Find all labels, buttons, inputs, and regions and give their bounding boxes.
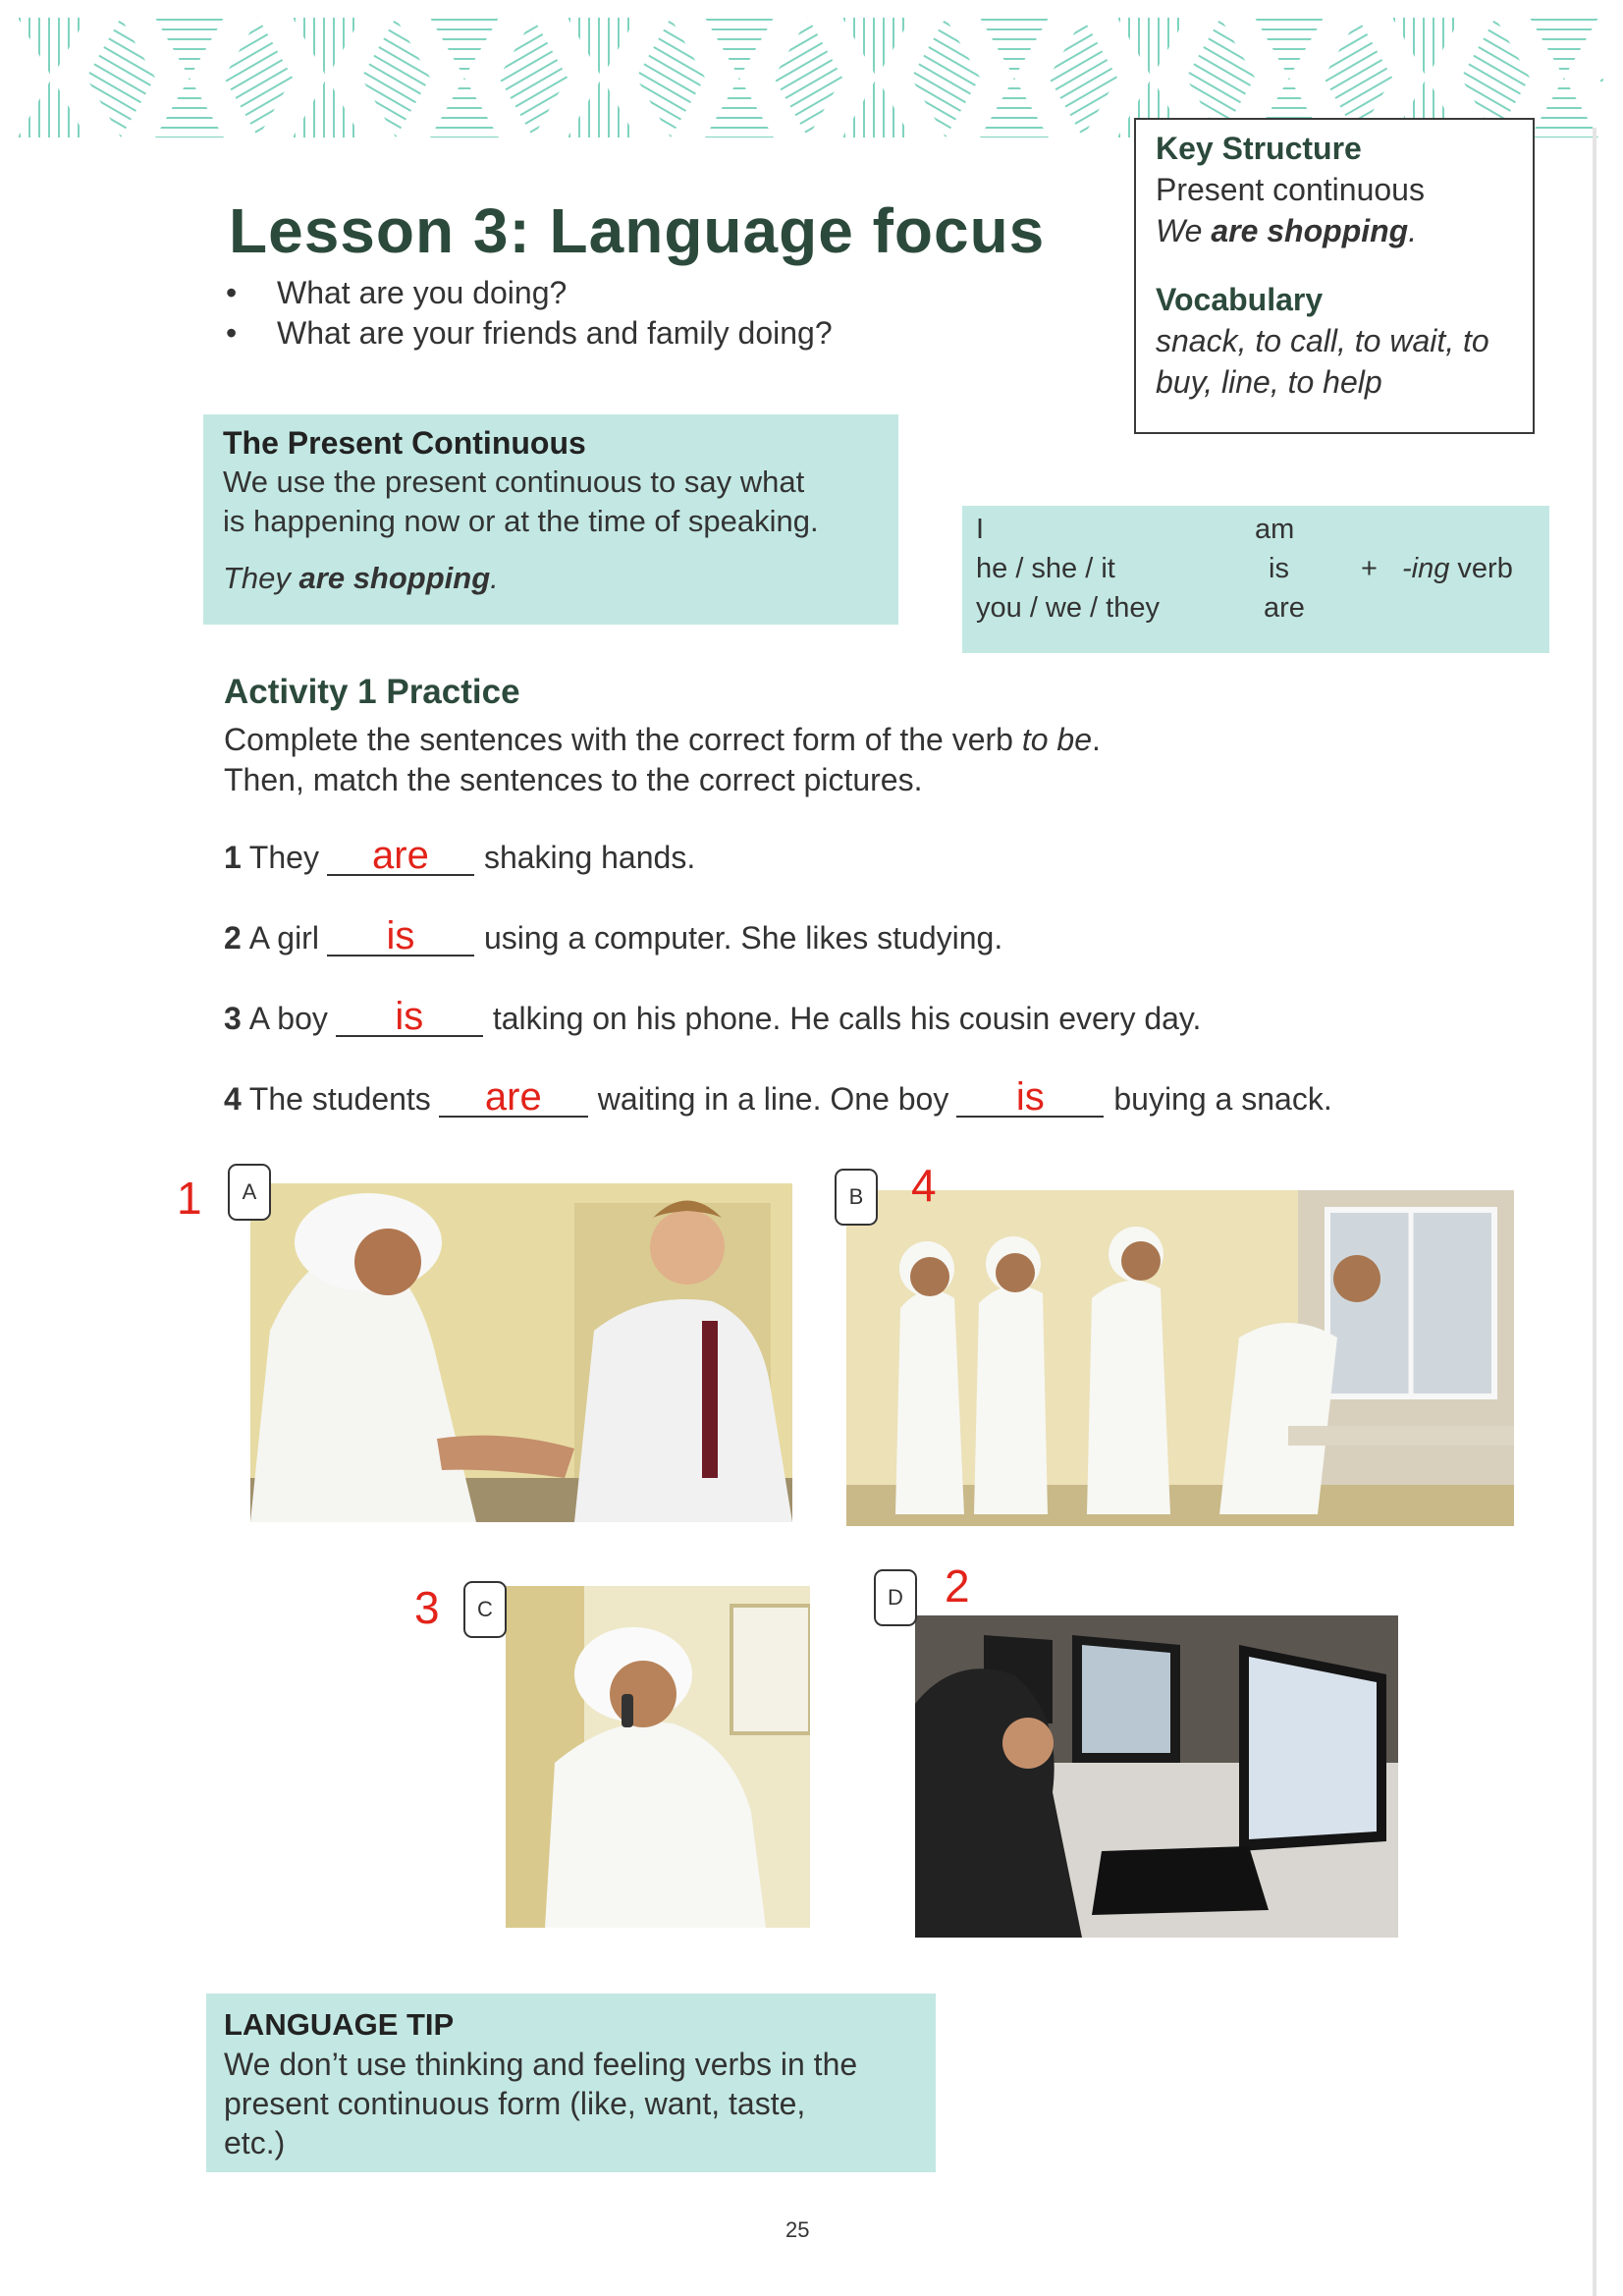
grammar-ing-verb: -ing verb — [1402, 553, 1513, 584]
banner-tile — [1598, 78, 1603, 137]
banner-tile — [705, 18, 774, 78]
banner-tile — [155, 18, 224, 78]
banner-tile — [361, 78, 430, 137]
banner-tile — [1049, 78, 1117, 137]
language-tip-text: present continuous form (like, want, taste, — [224, 2086, 806, 2121]
banner-tile — [430, 78, 499, 137]
photo-boy-phone — [506, 1586, 810, 1928]
banner-tile — [911, 78, 980, 137]
activity-instructions: Complete the sentences with the correct form of the verb to be. Then, match the sentences to the correct pictures. — [224, 722, 1101, 797]
grammar-subject: he / she / it — [976, 553, 1115, 584]
photo-handshake — [250, 1183, 792, 1522]
answer-blank[interactable]: is — [327, 917, 474, 957]
picture-label-c: C — [463, 1581, 507, 1638]
key-structure-line: Present continuous — [1156, 172, 1425, 207]
grammar-plus: + — [1361, 553, 1378, 584]
banner-tile — [1255, 18, 1324, 78]
language-tip-box — [206, 1994, 936, 2172]
language-tip-heading: LANGUAGE TIP — [224, 2007, 455, 2042]
banner-tile — [1324, 18, 1392, 78]
picture-label-b: B — [835, 1169, 878, 1226]
answer-blank[interactable]: are — [327, 837, 474, 876]
banner-tile — [18, 78, 86, 137]
banner-tile — [568, 78, 636, 137]
answer-blank[interactable]: is — [336, 998, 483, 1037]
banner-tile — [155, 78, 224, 137]
vocabulary-heading: Vocabulary — [1156, 282, 1324, 317]
banner-tile — [1530, 78, 1598, 137]
banner-tile — [430, 18, 499, 78]
banner-tile — [980, 78, 1049, 137]
banner-tile — [911, 18, 980, 78]
picture-label-a: A — [228, 1164, 271, 1221]
banner-tile — [842, 18, 911, 78]
present-continuous-example: They are shopping. — [223, 561, 499, 595]
photo-students-line — [846, 1190, 1514, 1526]
banner-tile — [774, 78, 842, 137]
page-edge-line — [1593, 128, 1596, 2296]
picture-match-number[interactable]: 3 — [414, 1582, 440, 1633]
banner-tile — [1186, 18, 1255, 78]
banner-tile — [224, 78, 293, 137]
banner-tile — [499, 78, 568, 137]
picture-match-number[interactable]: 2 — [945, 1560, 970, 1612]
sentence-1: 1 They are shaking hands. — [224, 834, 696, 877]
lesson-title: Lesson 3: Language focus — [229, 195, 1046, 266]
present-continuous-heading: The Present Continuous — [223, 425, 586, 461]
banner-tile — [636, 18, 705, 78]
present-continuous-box — [203, 414, 898, 625]
sentence-3: 3 A boy is talking on his phone. He calls his cousin every day. — [224, 995, 1202, 1038]
objective-item: • What are you doing? — [226, 273, 833, 313]
banner-tile — [636, 78, 705, 137]
picture-match-number[interactable]: 4 — [911, 1160, 937, 1211]
sentence-4: 4 The students are waiting in a line. One boy is buying a snack. — [224, 1075, 1332, 1119]
banner-tile — [980, 18, 1049, 78]
banner-tile — [224, 18, 293, 78]
answer-blank[interactable]: is — [956, 1078, 1104, 1118]
picture-match-number[interactable]: 1 — [177, 1173, 202, 1224]
picture-label-d: D — [874, 1569, 917, 1626]
banner-tile — [18, 18, 86, 78]
answer-blank[interactable]: are — [439, 1078, 588, 1118]
banner-tile — [361, 18, 430, 78]
banner-tile — [705, 78, 774, 137]
photo-girl-computer — [915, 1615, 1398, 1938]
banner-tile — [86, 78, 155, 137]
lesson-objectives — [226, 273, 833, 354]
vocabulary-line: buy, line, to help — [1156, 364, 1382, 400]
banner-tile — [499, 18, 568, 78]
language-tip-text: etc.) — [224, 2125, 286, 2160]
grammar-subject: you / we / they — [976, 592, 1160, 624]
banner-tile — [774, 18, 842, 78]
banner-tile — [293, 18, 361, 78]
key-structure-heading: Key Structure — [1156, 131, 1362, 166]
banner-tile — [842, 78, 911, 137]
banner-tile — [1530, 18, 1598, 78]
banner-tile — [1049, 18, 1117, 78]
activity-heading: Activity 1 Practice — [224, 673, 520, 711]
grammar-verb: am — [1255, 514, 1295, 545]
banner-tile — [1461, 18, 1530, 78]
grammar-verb: is — [1269, 553, 1289, 584]
vocabulary-line: snack, to call, to wait, to — [1156, 323, 1489, 358]
key-structure-box — [1134, 118, 1535, 434]
language-tip-text: We don’t use thinking and feeling verbs in the — [224, 2047, 858, 2082]
banner-tile — [568, 18, 636, 78]
objective-item: • What are your friends and family doing? — [226, 313, 833, 354]
banner-tile — [86, 18, 155, 78]
banner-tile — [1392, 18, 1461, 78]
grammar-table — [962, 506, 1549, 653]
sentence-2: 2 A girl is using a computer. She likes studying. — [224, 914, 1003, 957]
present-continuous-text: is happening now or at the time of speaking. — [223, 504, 819, 538]
banner-tile — [293, 78, 361, 137]
banner-tile — [1598, 18, 1603, 78]
key-structure-example: We are shopping. — [1156, 213, 1418, 248]
grammar-verb: are — [1264, 592, 1305, 624]
present-continuous-text: We use the present continuous to say what — [223, 465, 805, 499]
page-number: 25 — [785, 2217, 810, 2242]
banner-tile — [1117, 18, 1186, 78]
grammar-subject: I — [976, 514, 985, 545]
